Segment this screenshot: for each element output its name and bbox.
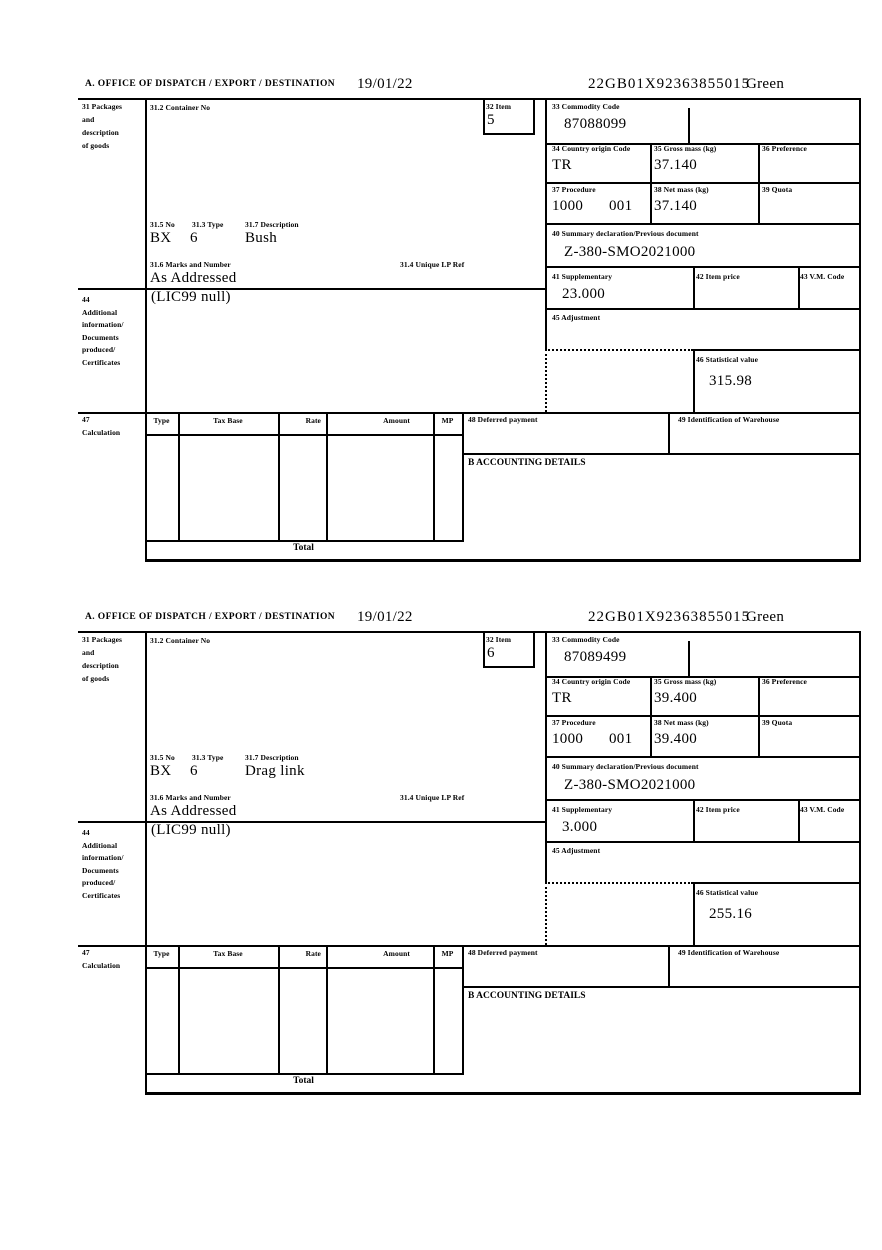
additional-info-label: information/	[82, 853, 124, 862]
unique-lp-ref-label: 31.4 Unique LP Ref	[400, 260, 465, 269]
procedure-label: 37 Procedure	[552, 718, 596, 727]
procedure-label: 37 Procedure	[552, 185, 596, 194]
marks-and-number-value: As Addressed	[150, 270, 237, 286]
marks-and-number-label: 31.6 Marks and Number	[150, 793, 231, 802]
form-line	[650, 676, 652, 756]
gross-mass-value: 39.400	[654, 690, 698, 706]
additional-information-value: (LIC99 null)	[151, 289, 231, 305]
net-mass-value: 39.400	[654, 731, 698, 747]
total-label: Total	[293, 543, 314, 553]
form-line	[693, 882, 695, 945]
item-number-value: 6	[487, 645, 495, 661]
form-line	[462, 412, 464, 540]
packages-label: description	[82, 128, 119, 137]
declaration-date: 19/01/22	[357, 76, 413, 92]
deferred-payment-label: 48 Deferred payment	[468, 948, 538, 957]
form-line	[545, 223, 861, 225]
item-label: 32 Item	[486, 102, 512, 111]
warehouse-id-label: 49 Identification of Warehouse	[678, 948, 780, 957]
net-mass-value: 37.140	[654, 198, 698, 214]
form-line	[433, 945, 435, 1073]
quota-label: 39 Quota	[762, 185, 793, 194]
additional-info-label: Additional	[82, 841, 118, 850]
country-origin-label: 34 Country origin Code	[552, 144, 631, 153]
declaration-reference: 22GB01X92363855015	[588, 76, 751, 92]
form-line	[78, 821, 547, 823]
previous-document-label: 40 Summary declaration/Previous document	[552, 762, 699, 771]
form-line	[178, 945, 180, 1073]
additional-info-label: information/	[82, 320, 124, 329]
form-line	[693, 349, 861, 351]
additional-info-label: Additional	[82, 308, 118, 317]
country-origin-value: TR	[552, 690, 572, 706]
form-line	[545, 266, 861, 268]
item-price-label: 42 Item price	[696, 805, 740, 814]
supplementary-label: 41 Supplementary	[552, 805, 613, 814]
preference-label: 36 Preference	[762, 677, 807, 686]
form-line	[859, 631, 861, 1095]
mp-column-header: MP	[441, 416, 454, 425]
additional-information-value: (LIC99 null)	[151, 822, 231, 838]
packages-label: of goods	[82, 141, 110, 150]
form-line	[278, 945, 280, 1073]
calculation-label: Calculation	[82, 961, 121, 970]
rate-column-header: Rate	[305, 949, 321, 958]
form-line	[145, 1092, 861, 1095]
sad-continuation-form	[78, 75, 864, 567]
procedure-code-value: 001	[609, 731, 633, 747]
statistical-value: 255.16	[709, 906, 753, 922]
form-line	[483, 98, 485, 135]
procedure-value: 1000	[552, 198, 584, 214]
sad-continuation-form	[78, 608, 864, 1100]
adjustment-label: 45 Adjustment	[552, 846, 601, 855]
form-line	[693, 799, 695, 841]
tax-type-column-header: Type	[153, 949, 170, 958]
vm-code-label: 43 V.M. Code	[800, 272, 845, 281]
previous-document-value: Z-380-SMO2021000	[564, 777, 696, 793]
form-line	[483, 133, 535, 135]
packages-type-label: 31.3 Type	[192, 220, 224, 229]
gross-mass-label: 35 Gross mass (kg)	[654, 144, 717, 153]
mp-column-header: MP	[441, 949, 454, 958]
form-line	[78, 945, 861, 947]
commodity-code-value: 87088099	[564, 116, 627, 132]
form-line	[545, 841, 861, 843]
statistical-value-label: 46 Statistical value	[696, 888, 758, 897]
item-label: 32 Item	[486, 635, 512, 644]
rate-column-header: Rate	[305, 416, 321, 425]
additional-info-label: Certificates	[82, 891, 121, 900]
additional-info-label: produced/	[82, 345, 116, 354]
packages-type-value: 6	[190, 230, 198, 246]
statistical-value-label: 46 Statistical value	[696, 355, 758, 364]
form-line	[533, 631, 535, 668]
form-line	[145, 631, 147, 1095]
supplementary-value: 23.000	[562, 286, 606, 302]
packages-label: of goods	[82, 674, 110, 683]
form-line	[859, 98, 861, 562]
form-line	[545, 756, 861, 758]
goods-description-label: 31.7 Description	[245, 220, 299, 229]
office-of-dispatch-label: A. OFFICE OF DISPATCH / EXPORT / DESTINATION	[85, 79, 336, 89]
marks-and-number-value: As Addressed	[150, 803, 237, 819]
form-line	[668, 945, 670, 986]
form-line	[145, 98, 147, 562]
form-line	[693, 266, 695, 308]
procedure-code-value: 001	[609, 198, 633, 214]
previous-document-value: Z-380-SMO2021000	[564, 244, 696, 260]
form-line	[693, 349, 695, 412]
item-number-value: 5	[487, 112, 495, 128]
commodity-code-label: 33 Commodity Code	[552, 635, 620, 644]
form-line	[483, 631, 485, 668]
net-mass-label: 38 Net mass (kg)	[654, 185, 709, 194]
additional-info-label: Certificates	[82, 358, 121, 367]
supplementary-label: 41 Supplementary	[552, 272, 613, 281]
calculation-label: 47	[82, 415, 90, 424]
previous-document-label: 40 Summary declaration/Previous document	[552, 229, 699, 238]
amount-column-header: Amount	[383, 416, 410, 425]
goods-description-label: 31.7 Description	[245, 753, 299, 762]
form-line	[78, 412, 861, 414]
commodity-code-value: 87089499	[564, 649, 627, 665]
packages-label: description	[82, 661, 119, 670]
goods-description-value: Bush	[245, 230, 278, 246]
form-line	[326, 945, 328, 1073]
form-line	[650, 143, 652, 223]
country-origin-value: TR	[552, 157, 572, 173]
container-no-label: 31.2 Container No	[150, 636, 211, 645]
additional-info-label: Documents	[82, 866, 119, 875]
form-dotted-line	[545, 882, 693, 884]
packages-label: 31 Packages	[82, 102, 123, 111]
quota-label: 39 Quota	[762, 718, 793, 727]
form-line	[545, 715, 861, 717]
packages-label: and	[82, 115, 95, 124]
office-of-dispatch-label: A. OFFICE OF DISPATCH / EXPORT / DESTINATION	[85, 612, 336, 622]
form-line	[145, 434, 464, 436]
additional-info-label: 44	[82, 295, 90, 304]
form-line	[462, 453, 861, 455]
form-dotted-line	[545, 349, 693, 351]
packages-label: and	[82, 648, 95, 657]
packages-kind-value: BX	[150, 230, 172, 246]
goods-description-value: Drag link	[245, 763, 305, 779]
form-line	[78, 98, 861, 100]
form-line	[145, 1073, 464, 1075]
statistical-value: 315.98	[709, 373, 753, 389]
form-dotted-line	[545, 349, 547, 412]
warehouse-id-label: 49 Identification of Warehouse	[678, 415, 780, 424]
form-line	[462, 986, 861, 988]
routing-status: Green	[746, 76, 785, 92]
form-line	[688, 108, 690, 143]
adjustment-label: 45 Adjustment	[552, 313, 601, 322]
form-line	[78, 288, 547, 290]
additional-info-label: 44	[82, 828, 90, 837]
tax-type-column-header: Type	[153, 416, 170, 425]
commodity-code-label: 33 Commodity Code	[552, 102, 620, 111]
form-line	[545, 182, 861, 184]
form-line	[145, 967, 464, 969]
form-line	[758, 143, 760, 223]
form-line	[462, 945, 464, 1073]
packages-kind-value: BX	[150, 763, 172, 779]
vm-code-label: 43 V.M. Code	[800, 805, 845, 814]
marks-and-number-label: 31.6 Marks and Number	[150, 260, 231, 269]
preference-label: 36 Preference	[762, 144, 807, 153]
gross-mass-value: 37.140	[654, 157, 698, 173]
packages-no-label: 31.5 No	[150, 753, 175, 762]
additional-info-label: produced/	[82, 878, 116, 887]
form-line	[688, 641, 690, 676]
net-mass-label: 38 Net mass (kg)	[654, 718, 709, 727]
gross-mass-label: 35 Gross mass (kg)	[654, 677, 717, 686]
form-line	[433, 412, 435, 540]
amount-column-header: Amount	[383, 949, 410, 958]
country-origin-label: 34 Country origin Code	[552, 677, 631, 686]
form-line	[693, 882, 861, 884]
calculation-label: 47	[82, 948, 90, 957]
container-no-label: 31.2 Container No	[150, 103, 211, 112]
form-line	[545, 799, 861, 801]
supplementary-value: 3.000	[562, 819, 598, 835]
form-line	[668, 412, 670, 453]
form-line	[758, 676, 760, 756]
packages-type-value: 6	[190, 763, 198, 779]
form-line	[178, 412, 180, 540]
form-line	[78, 631, 861, 633]
procedure-value: 1000	[552, 731, 584, 747]
form-line	[278, 412, 280, 540]
tax-base-column-header: Tax Base	[213, 416, 243, 425]
form-line	[533, 98, 535, 135]
form-line	[326, 412, 328, 540]
form-line	[145, 540, 464, 542]
unique-lp-ref-label: 31.4 Unique LP Ref	[400, 793, 465, 802]
form-line	[545, 308, 861, 310]
accounting-details-label: B ACCOUNTING DETAILS	[468, 458, 586, 468]
additional-info-label: Documents	[82, 333, 119, 342]
form-dotted-line	[545, 882, 547, 945]
calculation-label: Calculation	[82, 428, 121, 437]
tax-base-column-header: Tax Base	[213, 949, 243, 958]
form-line	[483, 666, 535, 668]
accounting-details-label: B ACCOUNTING DETAILS	[468, 991, 586, 1001]
packages-no-label: 31.5 No	[150, 220, 175, 229]
item-price-label: 42 Item price	[696, 272, 740, 281]
form-line	[145, 559, 861, 562]
packages-label: 31 Packages	[82, 635, 123, 644]
declaration-date: 19/01/22	[357, 609, 413, 625]
packages-type-label: 31.3 Type	[192, 753, 224, 762]
routing-status: Green	[746, 609, 785, 625]
total-label: Total	[293, 1076, 314, 1086]
deferred-payment-label: 48 Deferred payment	[468, 415, 538, 424]
declaration-reference: 22GB01X92363855015	[588, 609, 751, 625]
